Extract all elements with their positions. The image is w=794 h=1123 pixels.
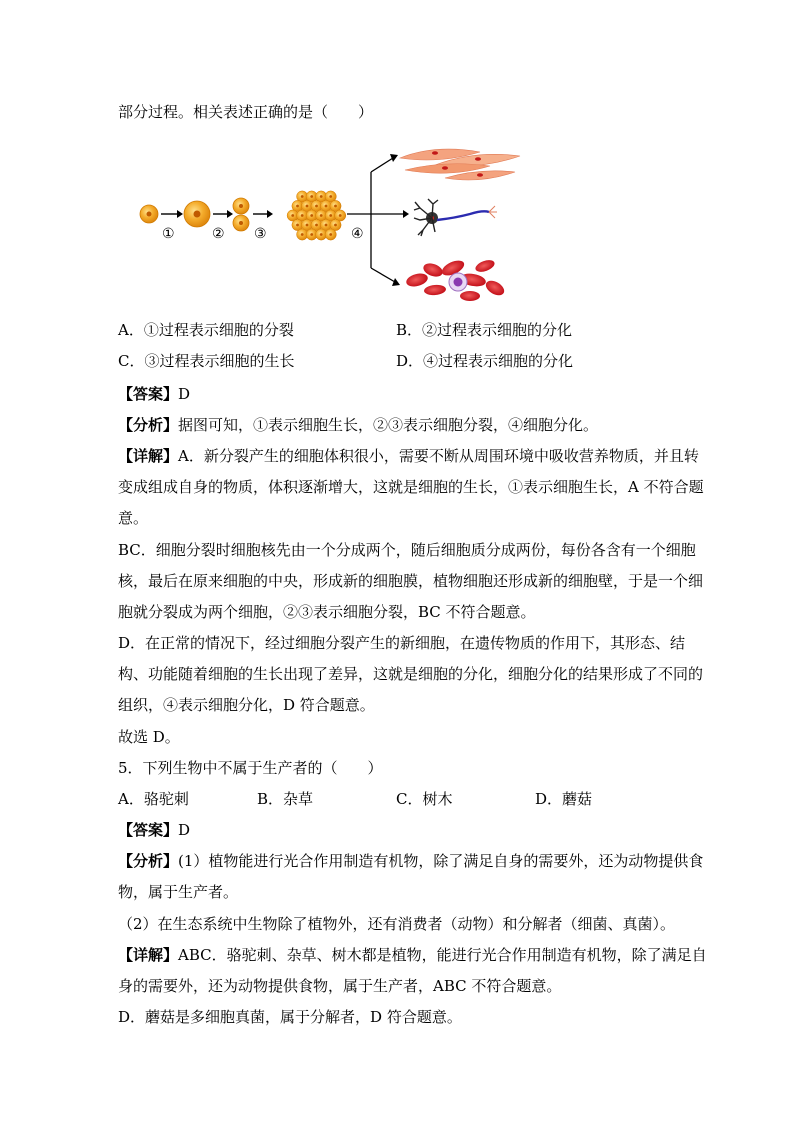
differentiation-arrows <box>347 154 409 286</box>
cluster-cell-nucleus <box>310 214 313 217</box>
cluster-cell-nucleus <box>310 233 313 236</box>
question-5-stem: 5．下列生物中不属于生产者的（ ） <box>118 759 383 777</box>
detail-text: ABC．骆驼刺、杂草、树木都是植物，能进行光合作用制造有机物，除了满足自 <box>178 946 707 964</box>
detail-text: A．新分裂产生的细胞体积很小，需要不断从周围环境中吸收营养物质，并且转 <box>178 447 699 465</box>
cluster-cell-nucleus <box>334 224 337 227</box>
detail-line: 构、功能随着细胞的生长出现了差异，这就是细胞的分化，细胞分化的结果形成了不同的 <box>118 665 704 683</box>
cluster-cell-nucleus <box>315 224 318 227</box>
cluster-cell-nucleus <box>329 195 332 198</box>
cluster-cell-nucleus <box>339 214 342 217</box>
q5-option-d: D．蘑菇 <box>535 790 593 808</box>
analysis-text: 据图可知，①表示细胞生长，②③表示细胞分裂，④细胞分化。 <box>178 416 599 434</box>
option-b: B．②过程表示细胞的分化 <box>396 321 573 339</box>
q5-analysis-line: （2）在生态系统中生物除了植物外，还有消费者（动物）和分解者（细菌、真菌）。 <box>118 915 676 933</box>
label-step-2: ② <box>212 226 225 242</box>
detail-line: D．在正常的情况下，经过细胞分裂产生的新细胞，在遗传物质的作用下，其形态、结 <box>118 634 686 652</box>
blood-cells <box>405 257 507 301</box>
arrow-2 <box>213 210 233 218</box>
answer-line <box>118 384 190 404</box>
q5-option-c: C．树木 <box>396 790 453 808</box>
small-cell <box>140 205 158 223</box>
option-d: D．④过程表示细胞的分化 <box>396 352 574 370</box>
cell-process-diagram <box>135 140 535 305</box>
cluster-cell-nucleus <box>329 214 332 217</box>
cluster-cell-nucleus <box>310 195 313 198</box>
option-a: A．①过程表示细胞的分裂 <box>118 321 294 339</box>
cluster-cell-nucleus <box>306 224 309 227</box>
analysis-line <box>118 415 598 435</box>
cluster-cell-nucleus <box>301 214 304 217</box>
conclusion-line: 故选 D。 <box>118 728 180 746</box>
cluster-cell-nucleus <box>329 233 332 236</box>
cluster-cell-nucleus <box>291 214 294 217</box>
q5-option-a: A．骆驼刺 <box>118 790 189 808</box>
detail-line: 意。 <box>118 509 149 527</box>
detail-line: 变成组成自身的物质，体积逐渐增大，这就是细胞的生长，①表示细胞生长，A 不符合题 <box>118 478 704 496</box>
cluster-cell-nucleus <box>315 205 318 208</box>
analysis-tag: 【分析】 <box>118 852 179 870</box>
neuron-cell <box>414 199 497 236</box>
answer-tag: 【答案】 <box>118 385 179 403</box>
detail-line: BC．细胞分裂时细胞核先由一个分成两个，随后细胞质分成两份，每份各含有一个细胞 <box>118 541 696 559</box>
cluster-cell-nucleus <box>320 195 323 198</box>
cell-cluster <box>287 191 346 240</box>
cluster-cell-nucleus <box>320 214 323 217</box>
cluster-cell-nucleus <box>320 233 323 236</box>
question-stem-tail: 部分过程。相关表述正确的是（ ） <box>118 103 374 121</box>
answer-tag: 【答案】 <box>118 821 179 839</box>
detail-tag: 【详解】 <box>118 946 179 964</box>
cluster-cell-nucleus <box>296 205 299 208</box>
answer-value: D <box>178 821 191 839</box>
cluster-cell-nucleus <box>301 233 304 236</box>
analysis-text: (1）植物能进行光合作用制造有机物，除了满足自身的需要外，还为动物提供食 <box>178 852 704 870</box>
q5-analysis-line <box>118 851 703 871</box>
analysis-tag: 【分析】 <box>118 416 179 434</box>
cluster-cell-nucleus <box>301 195 304 198</box>
q5-answer-line <box>118 820 190 840</box>
q5-detail-line <box>118 945 707 965</box>
label-step-1: ① <box>162 226 175 242</box>
arrow-1 <box>161 210 183 218</box>
grown-cell <box>184 201 210 227</box>
cluster-cell-nucleus <box>296 224 299 227</box>
divided-cells <box>233 198 249 231</box>
detail-line: 组织，④表示细胞分化，D 符合题意。 <box>118 696 375 714</box>
answer-value: D <box>178 385 191 403</box>
option-c: C．③过程表示细胞的生长 <box>118 352 295 370</box>
detail-line: 核，最后在原来细胞的中央，形成新的细胞膜，植物细胞还形成新的细胞壁，于是一个细 <box>118 572 704 590</box>
q5-option-b: B．杂草 <box>257 790 314 808</box>
q5-analysis-line: 物，属于生产者。 <box>118 883 239 901</box>
label-step-4: ④ <box>351 226 364 242</box>
cluster-cell-nucleus <box>334 205 337 208</box>
detail-tag: 【详解】 <box>118 447 179 465</box>
q5-detail-line: D．蘑菇是多细胞真菌，属于分解者，D 符合题意。 <box>118 1008 462 1026</box>
arrow-3 <box>253 210 273 218</box>
cluster-cell-nucleus <box>325 205 328 208</box>
cluster-cell-nucleus <box>306 205 309 208</box>
detail-line <box>118 446 699 466</box>
detail-line: 胞就分裂成为两个细胞，②③表示细胞分裂，BC 不符合题意。 <box>118 603 536 621</box>
q5-detail-line: 身的需要外，还为动物提供食物，属于生产者，ABC 不符合题意。 <box>118 977 562 995</box>
cluster-cell-nucleus <box>325 224 328 227</box>
muscle-cells <box>400 149 520 180</box>
label-step-3: ③ <box>254 226 267 242</box>
